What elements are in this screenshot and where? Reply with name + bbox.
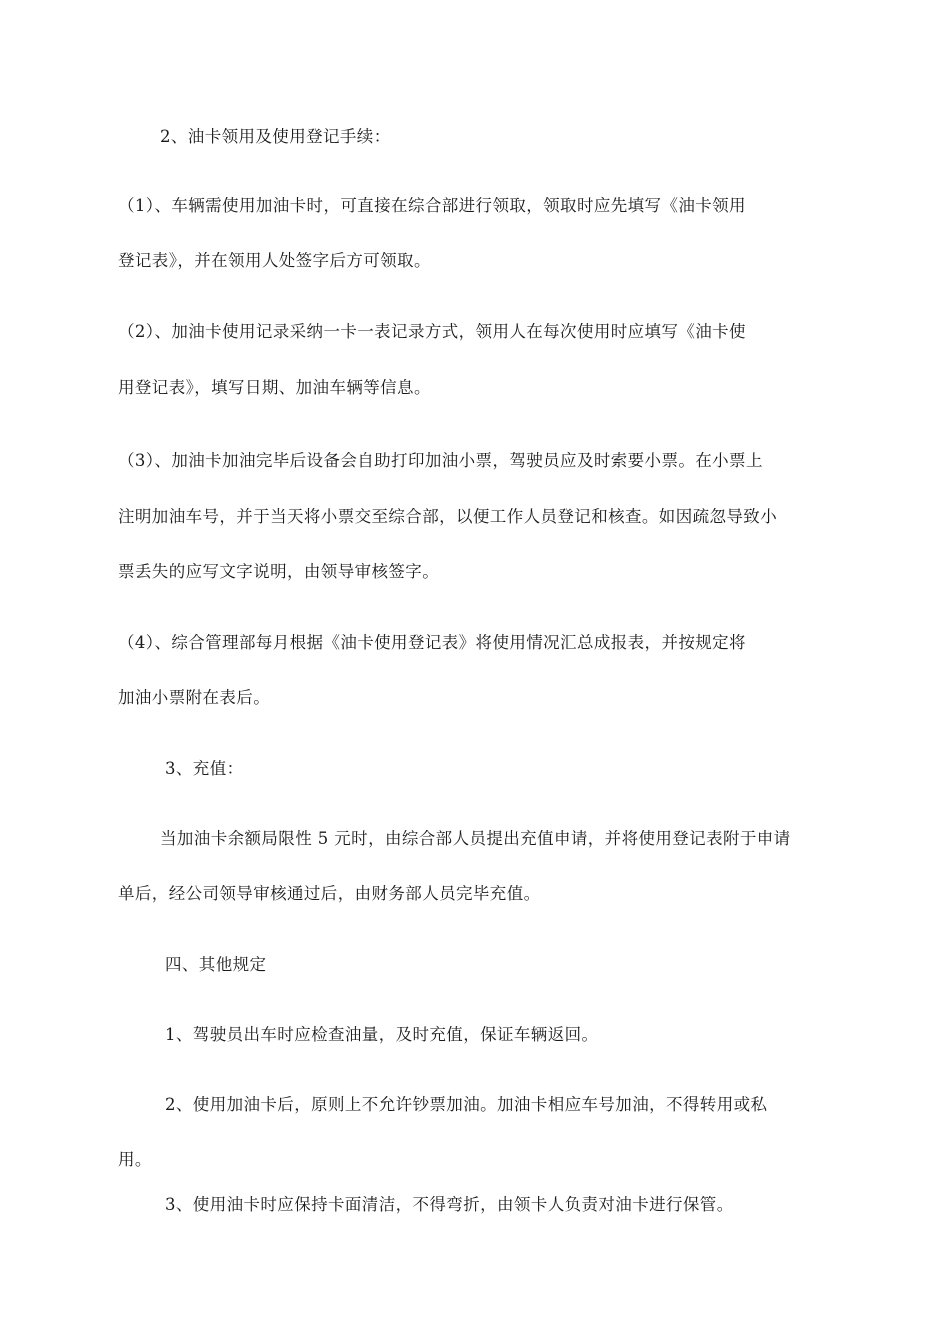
section-heading: 2、油卡领用及使用登记手续： [160,127,391,146]
paragraph-line: （4）、综合管理部每月根据《油卡使用登记表》将使用情况汇总成报表，并按规定将 [118,633,746,652]
paragraph-line: 3、使用油卡时应保持卡面清洁，不得弯折，由领卡人负责对油卡进行保管。 [165,1195,734,1214]
paragraph-line: （2）、加油卡使用记录采纳一卡一表记录方式，领用人在每次使用时应填写《油卡使 [118,322,746,341]
paragraph-line: 用登记表》，填写日期、加油车辆等信息。 [118,378,431,397]
section-heading: 四、其他规定 [165,955,267,974]
paragraph-line: 票丢失的应写文字说明，由领导审核签字。 [118,562,440,581]
paragraph-line: 单后，经公司领导审核通过后，由财务部人员完毕充值。 [118,884,541,903]
paragraph-line: （1）、车辆需使用加油卡时，可直接在综合部进行领取，领取时应先填写《油卡领用 [118,196,746,215]
paragraph-line: （3）、加油卡加油完毕后设备会自助打印加油小票，驾驶员应及时索要小票。在小票上 [118,451,763,470]
paragraph-line: 登记表》，并在领用人处签字后方可领取。 [118,251,431,270]
paragraph-line: 2、使用加油卡后，原则上不允许钞票加油。加油卡相应车号加油，不得转用或私 [165,1095,768,1114]
paragraph-line: 注明加油车号，并于当天将小票交至综合部，以便工作人员登记和核查。如因疏忽导致小 [118,507,778,526]
paragraph-line: 用。 [118,1150,152,1169]
paragraph-line: 加油小票附在表后。 [118,688,271,707]
paragraph-line: 当加油卡余额局限性 5 元时，由综合部人员提出充值申请，并将使用登记表附于申请 [160,829,791,848]
paragraph-line: 1、驾驶员出车时应检查油量，及时充值，保证车辆返回。 [165,1025,599,1044]
section-heading: 3、充值： [165,759,244,778]
